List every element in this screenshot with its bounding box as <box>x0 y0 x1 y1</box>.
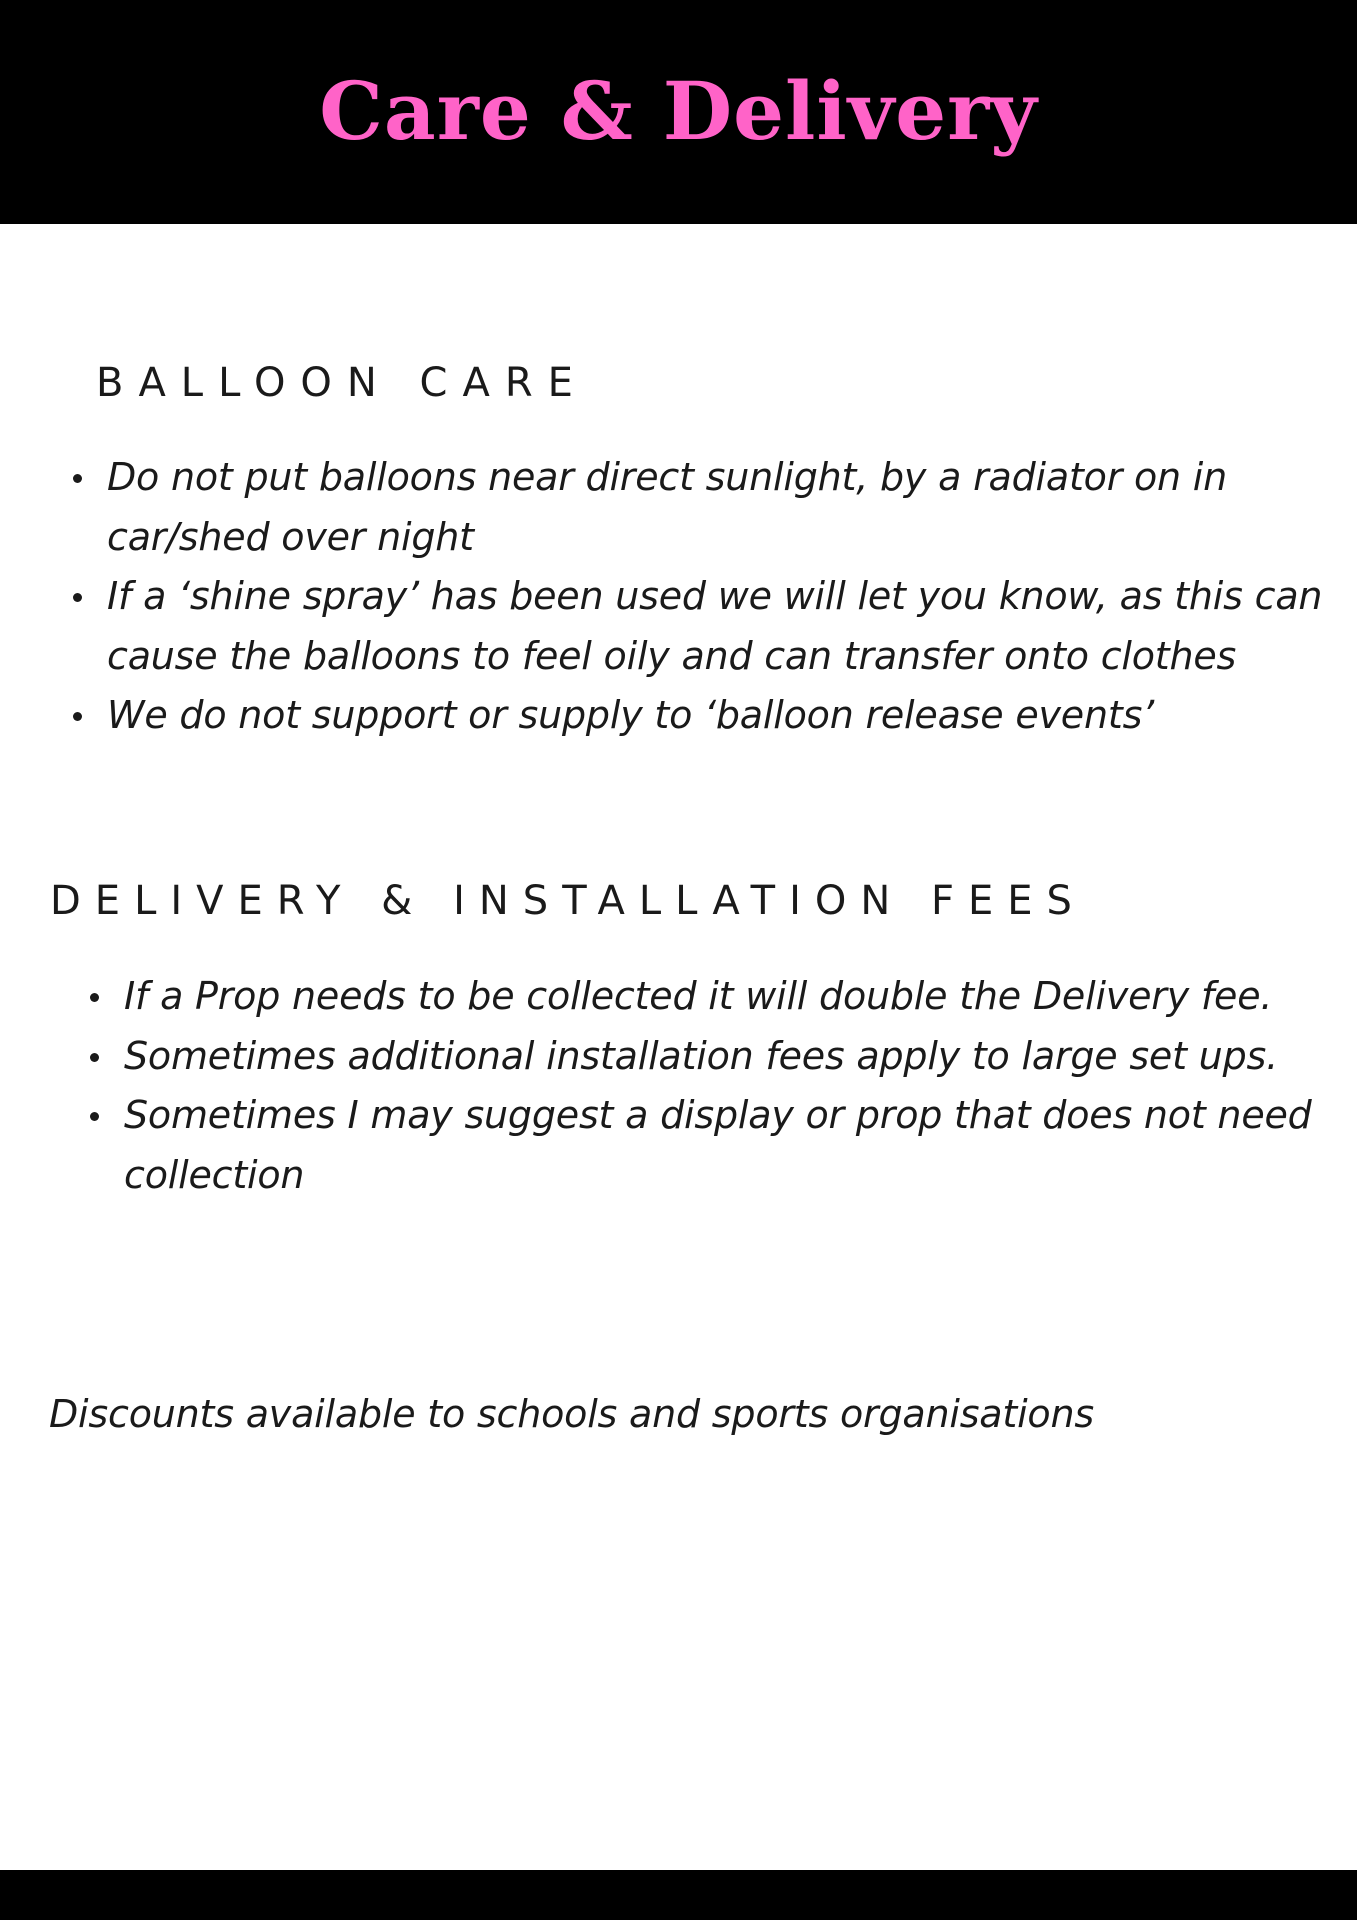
balloon-care-heading: BALLOON CARE <box>96 360 588 406</box>
list-item-text: Sometimes additional installation fees apply to large set ups. <box>124 1033 1278 1078</box>
bullet-icon <box>73 712 82 721</box>
bullet-icon <box>73 474 82 483</box>
list-item <box>107 686 1327 746</box>
list-item-text: We do not support or supply to ‘balloon release events’ <box>107 693 1155 737</box>
list-item <box>107 448 1327 567</box>
list-item <box>124 967 1334 1027</box>
bullet-icon <box>73 593 82 602</box>
bullet-icon <box>90 1112 99 1121</box>
list-item-text: If a ‘shine spray’ has been used we will let you know, as this can cause the balloons to feel oily and can transfer onto clothes <box>107 574 1323 678</box>
delivery-fees-heading: DELIVERY & INSTALLATION FEES <box>50 878 1086 924</box>
balloon-care-list <box>107 448 1327 746</box>
list-item <box>124 1027 1334 1087</box>
discount-note: Discounts available to schools and sports organisations <box>49 1392 1094 1436</box>
bullet-icon <box>90 1053 99 1062</box>
bullet-icon <box>90 993 99 1002</box>
list-item <box>107 567 1327 686</box>
list-item-text: If a Prop needs to be collected it will double the Delivery fee. <box>124 974 1273 1018</box>
footer-bar <box>0 1870 1357 1920</box>
page-title: Care & Delivery <box>319 64 1038 158</box>
delivery-fees-list <box>124 967 1334 1205</box>
list-item-text: Sometimes I may suggest a display or prop that does not need collection <box>124 1093 1312 1197</box>
list-item <box>124 1086 1334 1205</box>
list-item-text: Do not put balloons near direct sunlight, by a radiator on in car/shed over night <box>107 455 1228 559</box>
